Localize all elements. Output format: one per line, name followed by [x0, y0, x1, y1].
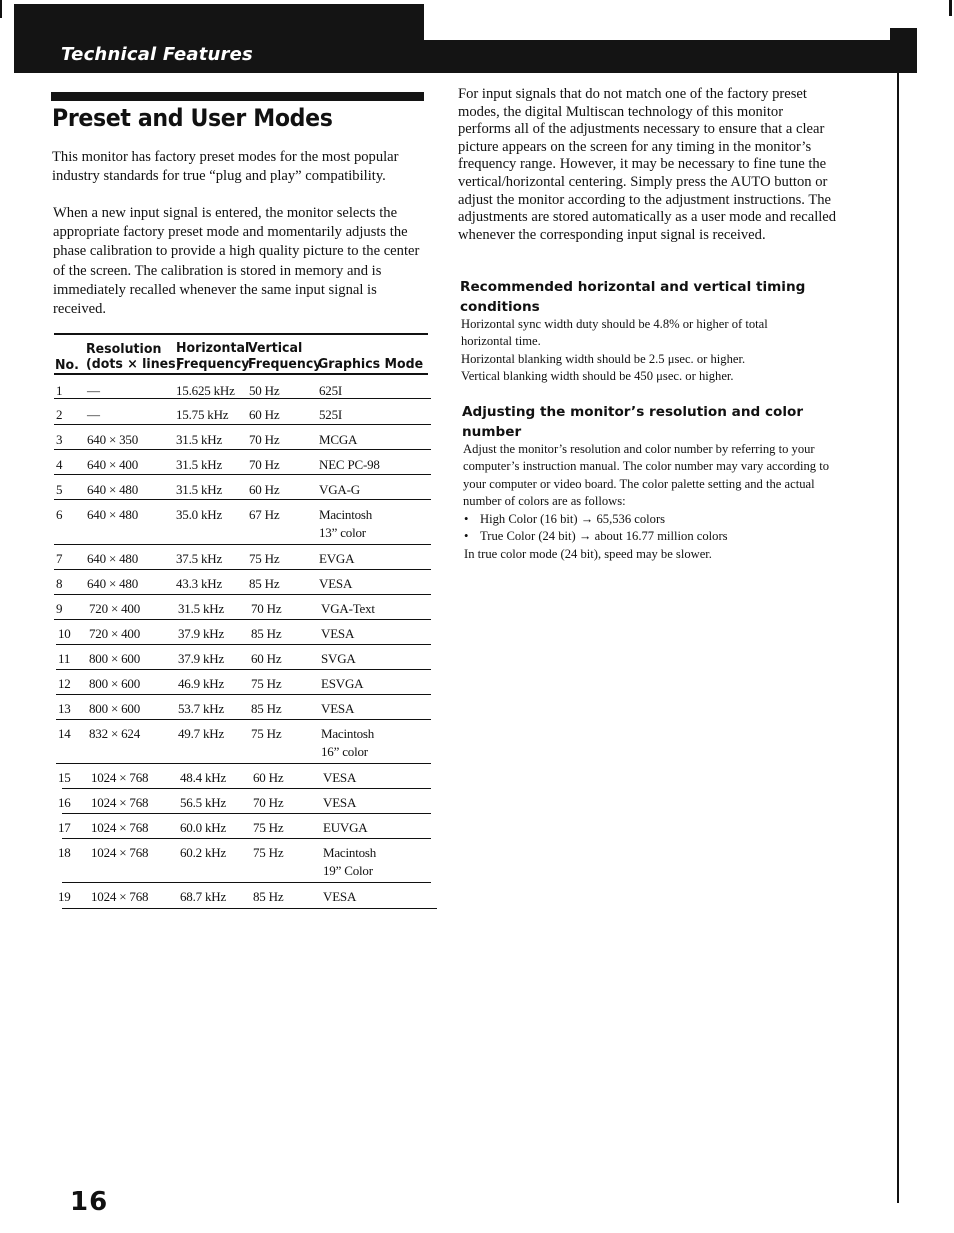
cell-vertical-frequency: 75 Hz	[249, 551, 280, 566]
cell-vertical-frequency: 70 Hz	[249, 432, 280, 447]
cell-horizontal-frequency: 31.5 kHz	[176, 457, 223, 472]
page-edge-mark	[0, 0, 2, 18]
cell-no: 18	[58, 845, 71, 860]
color-paragraph: Adjust the monitor’s resolution and color number by referring to your computer’s instruction manual. The color number may vary according to your computer or video board. The color palette setting and the actual number of colors are as follows:	[463, 442, 830, 509]
cell-resolution: 640 × 480	[87, 576, 139, 591]
cell-vertical-frequency: 85 Hz	[249, 576, 280, 591]
cell-graphics-mode-detail: 13” color	[319, 525, 366, 540]
header-horizontal: Horizontal	[176, 340, 250, 356]
cell-graphics-mode: VGA-G	[319, 482, 360, 497]
table-row-rule	[62, 788, 431, 789]
cell-resolution: 640 × 350	[87, 432, 139, 447]
cell-vertical-frequency: 60 Hz	[249, 482, 280, 497]
cell-resolution: —	[87, 407, 100, 422]
cell-horizontal-frequency: 46.9 kHz	[178, 676, 225, 691]
cell-graphics-mode: VESA	[321, 626, 355, 641]
cell-vertical-frequency: 70 Hz	[249, 457, 280, 472]
speed-note: In true color mode (24 bit), speed may be slower.	[464, 547, 712, 561]
table-row-rule	[54, 449, 431, 450]
cell-horizontal-frequency: 68.7 kHz	[180, 889, 227, 904]
body-paragraph: When a new input signal is entered, the monitor selects the appropriate factory preset mode and momentarily adjusts the phase calibration to provide a high quality picture to the center of the screen. The calibration is stored in memory and is immediately recalled whenever the same input signal is received.	[53, 205, 420, 318]
cell-vertical-frequency: 60 Hz	[251, 651, 282, 666]
header-banner-tab	[14, 4, 424, 42]
table-row-rule	[54, 619, 431, 620]
header-vertical: Vertical	[248, 340, 303, 356]
cell-graphics-mode-detail: 16” color	[321, 744, 368, 759]
cell-vertical-frequency: 60 Hz	[249, 407, 280, 422]
cell-resolution: 640 × 480	[87, 507, 139, 522]
cell-graphics-mode: VESA	[323, 770, 357, 785]
table-row-rule	[62, 882, 431, 883]
cell-no: 15	[58, 770, 71, 785]
cell-graphics-mode: VESA	[323, 795, 357, 810]
cell-horizontal-frequency: 43.3 kHz	[176, 576, 223, 591]
cell-graphics-mode: VESA	[323, 889, 357, 904]
cell-horizontal-frequency: 48.4 kHz	[180, 770, 227, 785]
table-row-rule	[62, 813, 431, 814]
cell-vertical-frequency: 85 Hz	[251, 701, 282, 716]
cell-horizontal-frequency: 35.0 kHz	[176, 507, 223, 522]
bullet-true-color: True Color (24 bit) → about 16.77 million colors	[480, 529, 728, 544]
cell-horizontal-frequency: 56.5 kHz	[180, 795, 227, 810]
section-title: Preset and User Modes	[52, 104, 333, 132]
cell-horizontal-frequency: 31.5 kHz	[176, 432, 223, 447]
cell-no: 16	[58, 795, 71, 810]
list-item	[464, 511, 728, 528]
cell-horizontal-frequency: 15.75 kHz	[176, 407, 229, 422]
cell-vertical-frequency: 75 Hz	[251, 676, 282, 691]
cell-horizontal-frequency: 49.7 kHz	[178, 726, 225, 741]
cell-vertical-frequency: 85 Hz	[251, 626, 282, 641]
table-row-rule	[54, 569, 431, 570]
cell-no: 5	[56, 482, 63, 497]
page-edge-line	[897, 73, 899, 1203]
cell-no: 2	[56, 407, 63, 422]
color-heading: Adjusting the monitor’s resolution and color number	[462, 404, 804, 440]
bullet-icon: •	[464, 529, 469, 544]
cell-no: 9	[56, 601, 63, 616]
bullet-high-color: High Color (16 bit) → 65,536 colors	[480, 512, 666, 526]
cell-no: 4	[56, 457, 63, 472]
cell-vertical-frequency: 75 Hz	[253, 845, 284, 860]
cell-no: 8	[56, 576, 63, 591]
timing-conditions	[461, 316, 821, 386]
header-resolution: Resolution	[86, 341, 162, 357]
table-row-rule	[56, 694, 431, 695]
cell-resolution: 1024 × 768	[91, 845, 149, 860]
header-dots-lines: (dots × lines)	[86, 356, 182, 372]
cell-resolution: 1024 × 768	[91, 795, 149, 810]
cell-resolution: —	[87, 383, 100, 398]
table-row-rule	[62, 838, 431, 839]
cell-graphics-mode-detail: 19” Color	[323, 863, 373, 878]
cell-graphics-mode: NEC PC-98	[319, 457, 380, 472]
cell-graphics-mode: Macintosh	[319, 507, 373, 522]
cell-horizontal-frequency: 15.625 kHz	[176, 383, 235, 398]
cell-horizontal-frequency: 31.5 kHz	[176, 482, 223, 497]
cell-resolution: 800 × 600	[89, 651, 141, 666]
header-graphics-mode: Graphics Mode	[318, 356, 424, 372]
header-banner-end	[890, 28, 917, 73]
cell-horizontal-frequency: 60.0 kHz	[180, 820, 227, 835]
cell-vertical-frequency: 70 Hz	[253, 795, 284, 810]
cell-vertical-frequency: 60 Hz	[253, 770, 284, 785]
cell-vertical-frequency: 67 Hz	[249, 507, 280, 522]
header-horizontal-frequency: Frequency	[176, 356, 250, 372]
cell-horizontal-frequency: 31.5 kHz	[178, 601, 225, 616]
cell-no: 13	[58, 701, 71, 716]
table-row-rule	[62, 908, 437, 909]
cell-graphics-mode: SVGA	[321, 651, 356, 666]
cell-resolution: 640 × 480	[87, 551, 139, 566]
header-vertical-frequency: Frequency	[248, 356, 322, 372]
table-row-rule	[54, 544, 431, 545]
table-row-rule	[54, 474, 431, 475]
cell-graphics-mode: ESVGA	[321, 676, 364, 691]
header-title: Technical Features	[61, 44, 253, 65]
bullet-icon: •	[464, 512, 469, 526]
cell-graphics-mode: Macintosh	[321, 726, 375, 741]
cell-graphics-mode: 625I	[319, 383, 343, 398]
cell-no: 12	[58, 676, 71, 691]
cell-resolution: 1024 × 768	[91, 889, 149, 904]
cell-vertical-frequency: 50 Hz	[249, 383, 280, 398]
cell-resolution: 1024 × 768	[91, 770, 149, 785]
cell-resolution: 832 × 624	[89, 726, 141, 741]
cell-graphics-mode: MCGA	[319, 432, 358, 447]
cell-horizontal-frequency: 60.2 kHz	[180, 845, 227, 860]
cell-graphics-mode: VGA-Text	[321, 601, 375, 616]
cell-vertical-frequency: 75 Hz	[251, 726, 282, 741]
cell-no: 14	[58, 726, 71, 741]
cell-no: 7	[56, 551, 63, 566]
cell-no: 6	[56, 507, 63, 522]
timing-heading: Recommended horizontal and vertical timing conditions	[460, 279, 806, 315]
cell-horizontal-frequency: 37.5 kHz	[176, 551, 223, 566]
cell-no: 3	[56, 432, 63, 447]
cell-vertical-frequency: 70 Hz	[251, 601, 282, 616]
intro-paragraph: This monitor has factory preset modes for the most popular industry standards for true “plug and play” compatibility.	[52, 149, 399, 185]
cell-no: 1	[56, 383, 63, 398]
cell-no: 17	[58, 820, 71, 835]
cell-resolution: 720 × 400	[89, 601, 141, 616]
timing-sync-width: Horizontal sync width duty should be 4.8% or higher of total horizontal time.	[461, 317, 768, 349]
cell-resolution: 720 × 400	[89, 626, 141, 641]
cell-resolution: 640 × 400	[87, 457, 139, 472]
cell-graphics-mode: EUVGA	[323, 820, 368, 835]
table-row-rule	[54, 398, 431, 399]
cell-resolution: 800 × 600	[89, 676, 141, 691]
cell-resolution: 800 × 600	[89, 701, 141, 716]
cell-no: 10	[58, 626, 71, 641]
table-row-rule	[56, 644, 431, 645]
cell-graphics-mode: VESA	[319, 576, 353, 591]
table-row-rule	[56, 763, 431, 764]
cell-graphics-mode: 525I	[319, 407, 343, 422]
cell-vertical-frequency: 75 Hz	[253, 820, 284, 835]
table-row-rule	[54, 499, 431, 500]
cell-resolution: 1024 × 768	[91, 820, 149, 835]
cell-horizontal-frequency: 37.9 kHz	[178, 651, 225, 666]
cell-horizontal-frequency: 37.9 kHz	[178, 626, 225, 641]
list-item	[464, 528, 728, 545]
page-edge-mark	[949, 0, 952, 16]
timing-vertical-blanking: Vertical blanking width should be 450 μsec. or higher.	[461, 369, 734, 384]
table-row-rule	[54, 424, 431, 425]
cell-no: 11	[58, 651, 71, 666]
cell-graphics-mode: Macintosh	[323, 845, 377, 860]
color-bullet-list	[464, 511, 728, 546]
cell-no: 19	[58, 889, 71, 904]
table-row-rule	[56, 669, 431, 670]
table-header-rule	[54, 373, 428, 375]
section-rule	[51, 92, 424, 101]
cell-graphics-mode: EVGA	[319, 551, 355, 566]
header-no: No.	[55, 357, 79, 373]
timing-horizontal-blanking: Horizontal blanking width should be 2.5 μsec. or higher.	[461, 351, 746, 366]
page-number: 16	[70, 1187, 109, 1217]
table-row-rule	[56, 719, 431, 720]
cell-graphics-mode: VESA	[321, 701, 355, 716]
right-intro-paragraph: For input signals that do not match one of the factory preset modes, the digital Multiscan technology of this monitor performs all of the adjustments necessary to ensure that a clear picture appears on the screen for any timing in the monitor’s frequency range. However, it may be necessary to fine tune the vertical/horizontal centering. Simply press the AUTO button or adjust the monitor according to the adjustment instructions. The adjustments are stored automatically as a user mode and recalled whenever the corresponding input signal is received.	[458, 86, 837, 243]
table-row-rule	[54, 594, 431, 595]
cell-resolution: 640 × 480	[87, 482, 139, 497]
cell-horizontal-frequency: 53.7 kHz	[178, 701, 225, 716]
table-top-rule	[54, 333, 428, 335]
cell-vertical-frequency: 85 Hz	[253, 889, 284, 904]
